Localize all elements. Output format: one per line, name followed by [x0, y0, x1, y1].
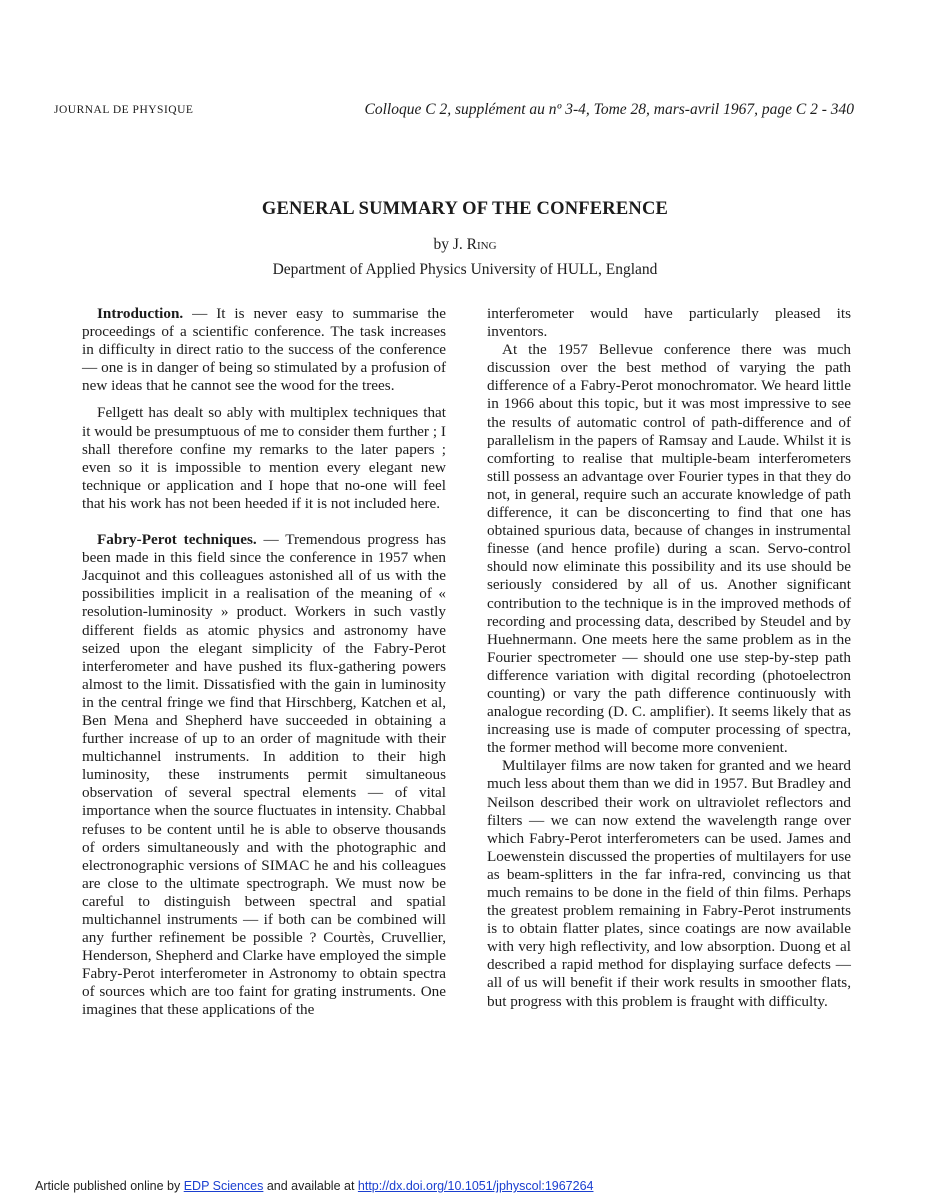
running-header: [54, 101, 854, 123]
introduction-text: — It is never easy to summarise the proceedings of a scientific conference. The task increases in difficulty in direct ratio to the success of the conference — one is in danger of being so stimulated by a profusion of new ideas that he cannot see the wood for the trees.: [82, 305, 446, 395]
publication-footer: [35, 1179, 593, 1193]
issue-citation: Colloque C 2, supplément au nº 3-4, Tome 28, mars-avril 1967, page C 2 - 340: [364, 101, 854, 118]
footer-middle: and available at: [263, 1179, 358, 1193]
fabry-perot-text: — Tremendous progress has been made in this field since the conference in 1957 when Jacquinot and this colleagues astonished all of us with the possibilities implicit in a realisation of the meaning of « resolution-luminosity » product. Workers in such vastly different fields as atomic physics and astronomy have seized upon the elegant simplicity of the Fabry-Perot interferometer and have pushed its flux-gathering powers almost to the limit. Dissatisfied with the gain in luminosity in the central fringe we find that Hirschberg, Katchen et al, Ben Mena and Shepherd have succeeded in obtaining a further increase of up to an order of magnitude with their multichannel instruments. In addition to their high luminosity, these instruments permit simultaneous observation of several spectral elements — of vital importance when the source fluctuates in intensity. Chabbal refuses to be content until he is able to observe thousands of orders simultaneously and with the photographic and electronographic versions of SIMAC he and his colleagues are close to the ultimate spectrograph. We must now be careful to distinguish between spectral and spatial multichannel instruments — if both can be combined will any further refinement be possible ? Courtès, Cruvellier, Henderson, Shepherd and Clarke have employed the simple Fabry-Perot interferometer in Astronomy to obtain spectra of sources which are too faint for grating instruments. One imagines that these applications of the: [82, 531, 446, 1019]
doi-link[interactable]: http://dx.doi.org/10.1051/jphyscol:1967264: [357, 1179, 594, 1193]
bellevue-paragraph: At the 1957 Bellevue conference there was much discussion over the best method of varying the path difference of a Fabry-Perot monochromator. We heard little in 1966 about this topic, but it was most impressive to see the results of automatic control of path-difference and of parallelism in the papers of Ramsay and Laude. Whilst it is comforting to realise that multiple-beam interferometers still possess an advantage over Fourier types in that they do not, in general, require such an accurate knowledge of path difference, it can be disconcerting to find that one has obtained spurious data, because of changes in instrumental finesse (and hence profile) during a scan. Servo-control should now eliminate this possibility and its use should be seriously considered by all of us. Another significant contribution to the technique is in the improved methods of recording and processing data, described by Steudel and by Huehnermann. One meets here the same problem as in the Fourier spectrometer — should one use step-by-step path difference variation with digital recording (photoelectron counting) or vary the path difference continuously with analogue recording (D. C. amplifier). It seems likely that as increasing use is made of computer processing of spectra, the former method will become more convenient.: [487, 341, 851, 757]
footer-prefix: Article published online by: [35, 1179, 184, 1193]
introduction-paragraph: [82, 305, 446, 395]
left-column: [82, 305, 446, 1020]
fellgett-paragraph: Fellgett has dealt so ably with multiplex techniques that it would be presumptuous of me to consider them further ; I shall therefore confine my remarks to the later papers ; even so it is impossible to mention every elegant new technique or application and I hope that no-one will feel that his work has not been heeded if it is not included here.: [82, 404, 446, 512]
multilayer-paragraph: Multilayer films are now taken for granted and we heard much less about them than we did in 1957. But Bradley and Neilson described their work on ultraviolet reflectors and filters — we can now extend the wavelength range over which Fabry-Perot interferometers can be used. James and Loewenstein discussed the properties of multilayers for use as beam-splitters in the far infra-red, convincing us that much remains to be done in the field of thin films. Perhaps the greatest problem remaining in Fabry-Perot instruments is to obtain flatter plates, since coatings are now available with very high reflectivity, and low absorption. Duong et al described a rapid method for displaying surface defects — all of us will benefit if their work results in smoother flats, but progress with this problem is fraught with difficulty.: [487, 757, 851, 1010]
introduction-heading: Introduction.: [97, 305, 184, 322]
right-column: [487, 305, 851, 1011]
journal-name: JOURNAL DE PHYSIQUE: [54, 104, 194, 116]
author-line: [0, 236, 930, 254]
fabry-perot-paragraph: [82, 531, 446, 1020]
article-title: GENERAL SUMMARY OF THE CONFERENCE: [261, 199, 669, 219]
author-prefix: by J.: [433, 236, 467, 253]
author-name: Ring: [466, 236, 497, 253]
continuation-paragraph: interferometer would have particularly pleased its inventors.: [487, 305, 851, 341]
publisher-link[interactable]: EDP Sciences: [183, 1179, 264, 1193]
author-affiliation: Department of Applied Physics University of HULL, England: [272, 261, 658, 278]
fabry-perot-heading: Fabry-Perot techniques.: [97, 531, 257, 549]
